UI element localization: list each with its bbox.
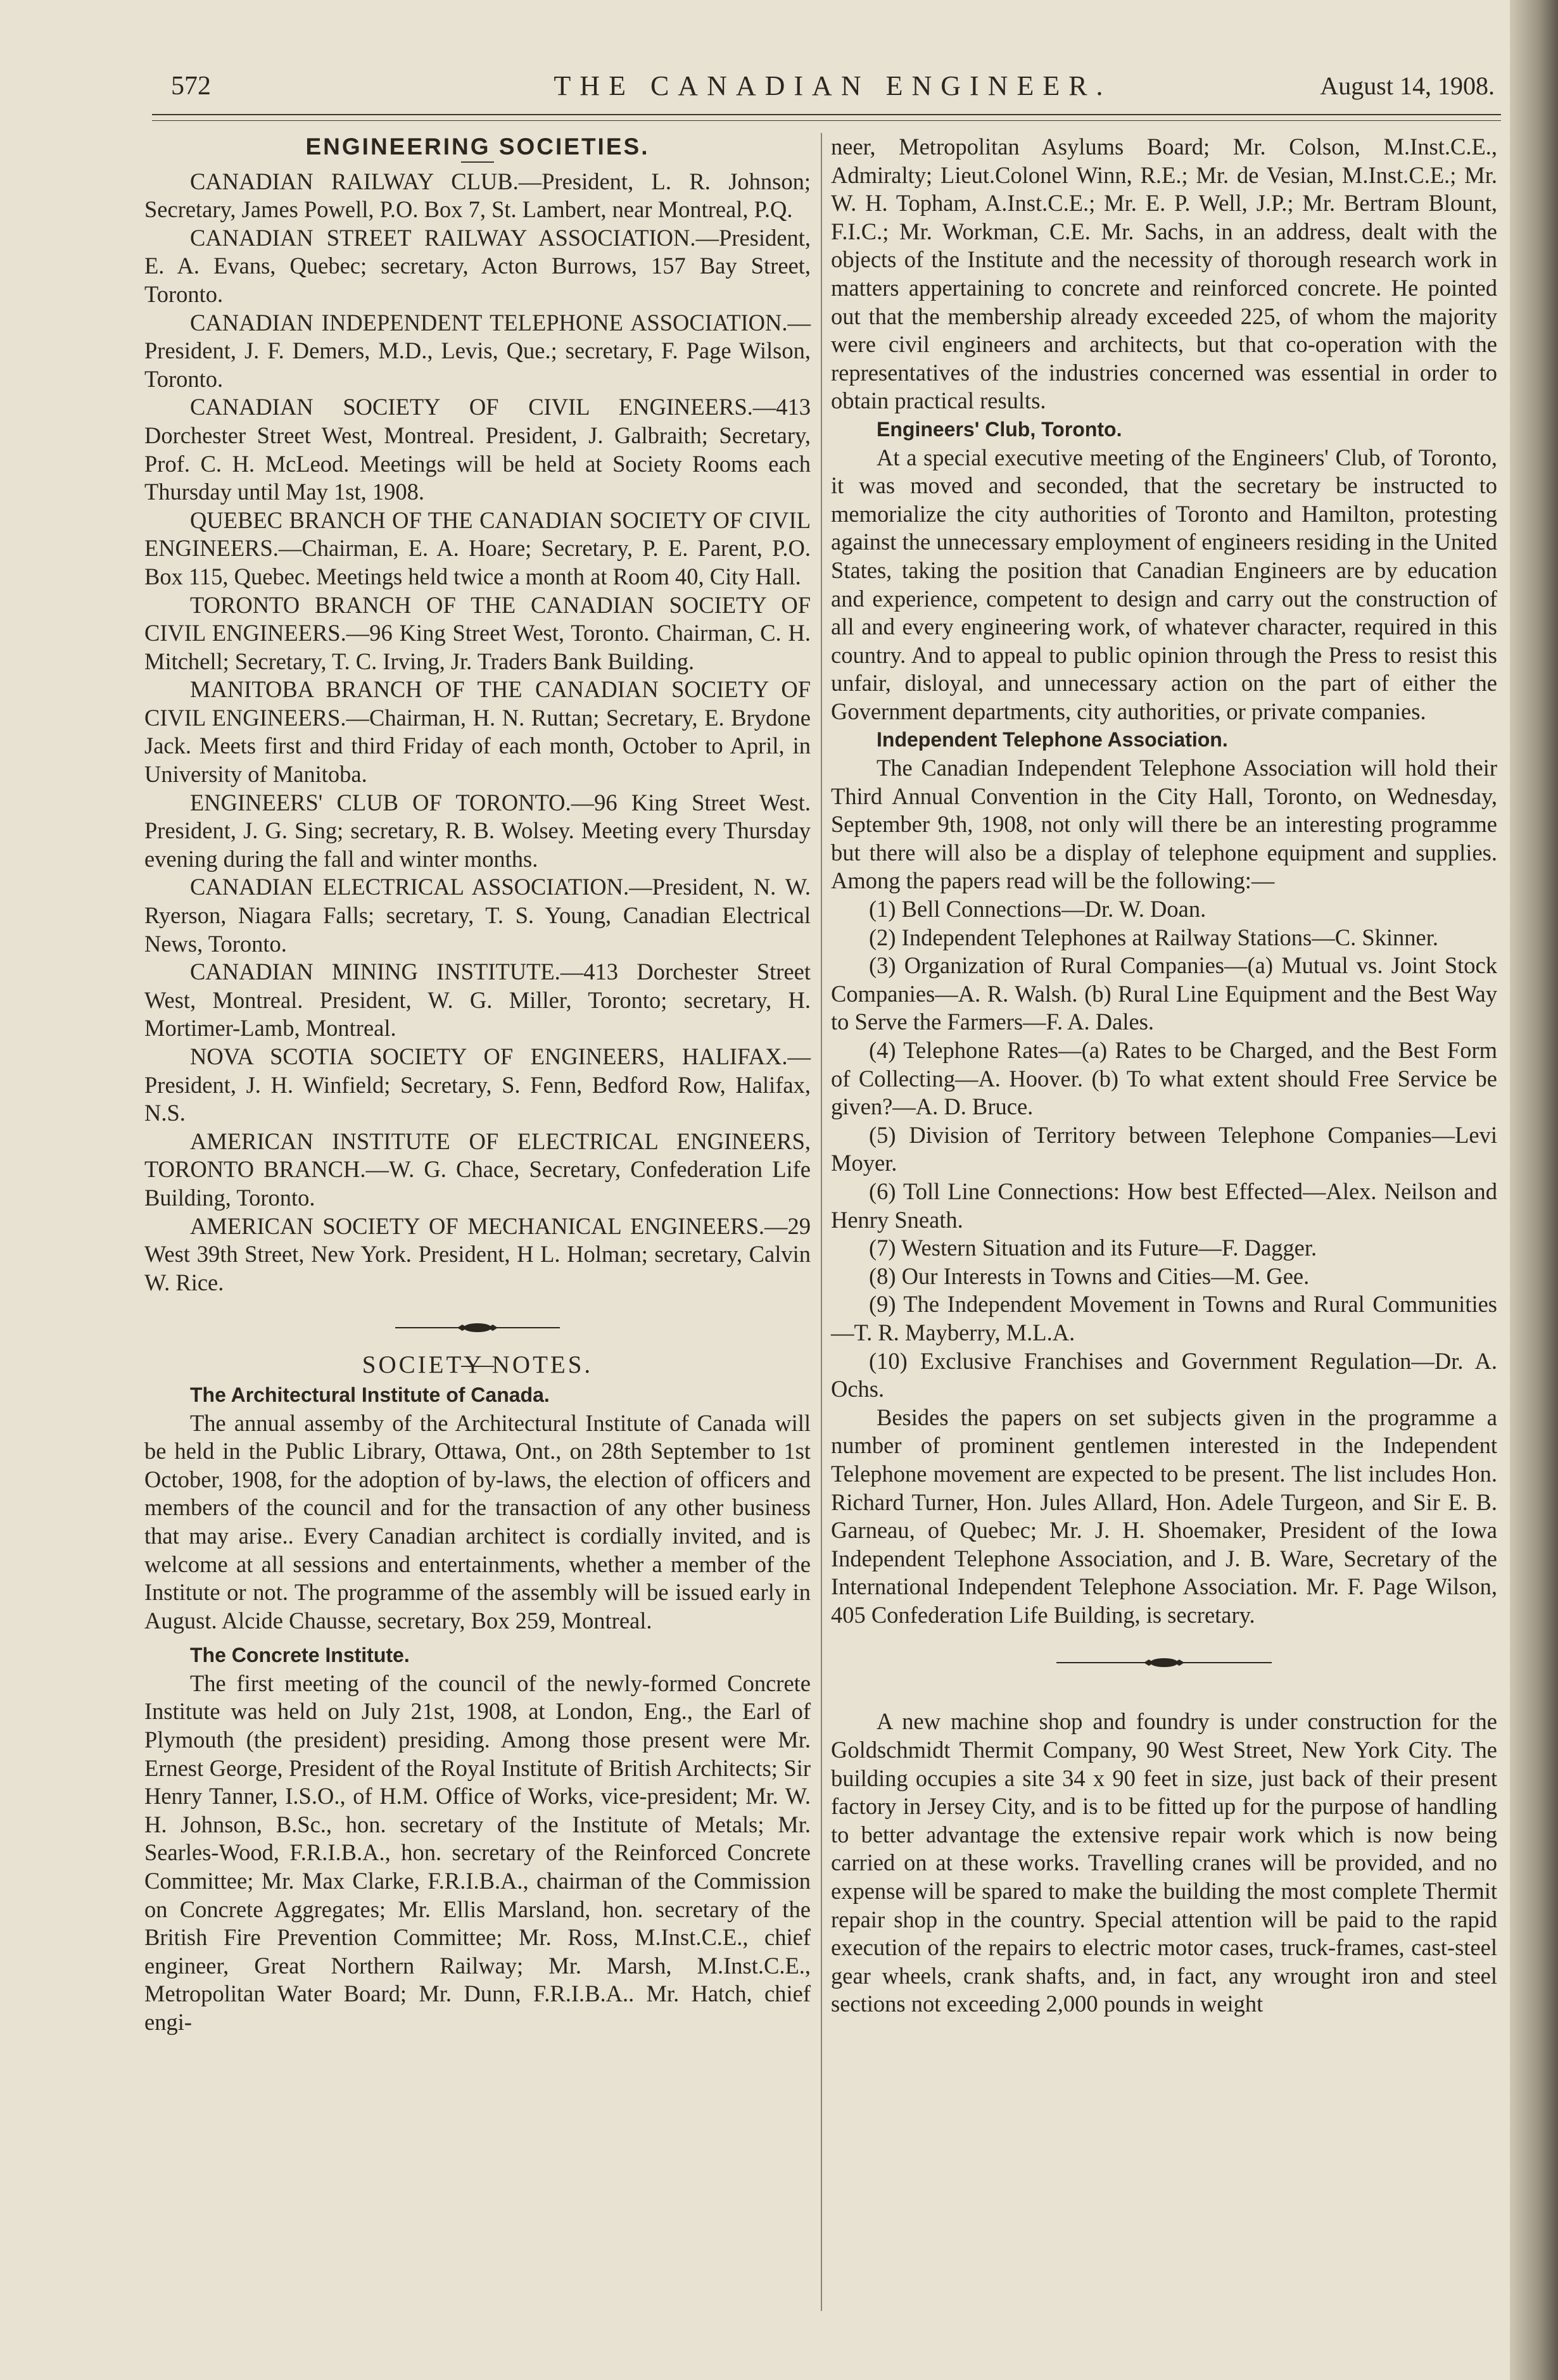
engineering-societies-heading: ENGINEERING SOCIETIES. — [305, 134, 650, 160]
machine-shop-text: A new machine shop and foundry is under construction for the Goldschmidt Thermit Company, 90 West Street, New York City. The building occupies a site 34 x 90 feet in size, just back of their present factory in Jersey City, and is to be fitted up for the purpose of handling to better advantage the extensive repair work which is now being carried on at these works. Travelling cranes will be provided, and no expense will be spared to make the building the most complete Thermit repair shop in the country. Special attention will be paid to the rapid execution of the repairs to electric motor cases, truck-frames, cast-steel gear wheels, crank shafts, and, in fact, any wrought iron and steel sections not exceeding 2,000 pounds in weight — [831, 1708, 1497, 2017]
page-header — [171, 63, 1495, 114]
concrete-institute-heading: The Concrete Institute. — [190, 1644, 410, 1667]
right-column — [831, 133, 1497, 2018]
society-entry: CANADIAN ELECTRICAL ASSOCIATION.—President, N. W. Ryerson, Niagara Falls; secretary, T. S. Young, Canadian Electrical News, Toronto. — [144, 874, 811, 957]
society-entry: CANADIAN INDEPENDENT TELEPHONE ASSOCIATION.—President, J. F. Demers, M.D., Levis, Que.; secretary, F. Page Wilson, Toronto. — [144, 309, 811, 392]
issue-date: August 14, 1908. — [1320, 72, 1495, 100]
telephone-association-closing: Besides the papers on set subjects given in the programme a number of prominent gentlemen interested in the Independent Telephone movement are expected to be present. The list includes Hon. Richard Turner, Hon. Jules Allard, Hon. Adele Turgeon, and Sir E. B. Garneau, of Quebec; Mr. J. H. Shoemaker, President of the Iowa Independent Telephone Association, and J. B. Ware, Secretary of the International Independent Telephone Association. Mr. F. Page Wilson, 405 Confederation Life Building, is secretary. — [831, 1404, 1497, 1628]
concrete-institute-text: The first meeting of the council of the newly-formed Concrete Institute was held on July 21st, 1908, at London, Eng., the Earl of Plymouth (the president) presiding. Among those present were Mr. Ernest George, President of the Royal Institute of British Architects; Sir Henry Tanner, I.S.O., of H.M. Office of Works, vice-president; Mr. W. H. Johnson, B.Sc., hon. secretary of the Institute of Metals; Mr. Searles-Wood, F.R.I.B.A., hon. secretary of the Reinforced Concrete Committee; Mr. Max Clarke, F.R.I.B.A., chairman of the Commission on Concrete Aggregates; Mr. Ellis Marsland, hon. secretary of the British Fire Prevention Committee; Mr. Ross, M.Inst.C.E., chief engineer, Great Northern Railway; Mr. Marsh, M.Inst.C.E., Metropolitan Water Board; Mr. Dunn, F.R.I.B.A.. Mr. Hatch, chief engi- — [144, 1670, 811, 2035]
society-entry: CANADIAN SOCIETY OF CIVIL ENGINEERS.—413 Dorchester Street West, Montreal. President, J. Galbraith; Secretary, Prof. C. H. McLeod. Meetings will be held at Society Rooms each Thursday until May 1st, 1908. — [144, 394, 811, 505]
society-notes-heading: SOCIETY NOTES. — [362, 1351, 593, 1379]
paper-item: (9) The Independent Movement in Towns and Rural Communities—T. R. Mayberry, M.L.A. — [831, 1291, 1497, 1345]
engineers-club-text: At a special executive meeting of the Engineers' Club, of Toronto, it was moved and seconded, that the secretary be instructed to memorialize the city authorities of Toronto and Hamilton, protesting against the unnecessary employment of engineers residing in the United States, taking the position that Canadian Engineers are by education and experience, competent to design and carry out the construction of all and every engineering work, of whatever character, required in this country. And to appeal to public opinion through the Press to resist this unfair, disloyal, and unnecessary action on the part of either the Government departments, city authorities, or private companies. — [831, 444, 1497, 724]
society-entry: TORONTO BRANCH OF THE CANADIAN SOCIETY OF CIVIL ENGINEERS.—96 King Street West, Toronto. Chairman, C. H. Mitchell; Secretary, T. C. Irving, Jr. Traders Bank Building. — [144, 591, 811, 674]
architectural-institute-heading: The Architectural Institute of Canada. — [190, 1383, 550, 1406]
paper-item: (8) Our Interests in Towns and Cities—M. Gee. — [869, 1262, 1310, 1289]
header-rule-top — [152, 114, 1501, 115]
section-ornament — [144, 1316, 811, 1335]
architectural-institute-text: The annual assemby of the Architectural Institute of Canada will be held in the Public Library, Ottawa, Ont., on 28th September to 1st October, 1908, for the adoption of by-laws, the election of officers and members of the council and for the transaction of any other business that may arise.. Every Canadian architect is cordially invited, and is welcome at all sessions and entertainments, whether a member of the Institute or not. The programme of the assembly will be issued early in August. Alcide Chausse, secretary, Box 259, Montreal. — [144, 1409, 811, 1634]
paper-item: (7) Western Situation and its Future—F. Dagger. — [869, 1235, 1317, 1261]
page-number: 572 — [171, 72, 211, 101]
paper-item: (6) Toll Line Connections: How best Effected—Alex. Neilson and Henry Sneath. — [831, 1178, 1497, 1233]
society-entry: CANADIAN STREET RAILWAY ASSOCIATION.—President, E. A. Evans, Quebec; secretary, Acton Burrows, 157 Bay Street, Toronto. — [144, 224, 811, 307]
paper-item: (3) Organization of Rural Companies—(a) Mutual vs. Joint Stock Companies—A. R. Walsh. (b) Rural Line Equipment and the Best Way to Serve the Farmers—F. A. Dales. — [831, 952, 1497, 1035]
society-entry: QUEBEC BRANCH OF THE CANADIAN SOCIETY OF CIVIL ENGINEERS.—Chairman, E. A. Hoare; Secretary, P. E. Parent, P.O. Box 115, Quebec. Meetings held twice a month at Room 40, City Hall. — [144, 507, 811, 589]
telephone-association-heading: Independent Telephone Association. — [877, 728, 1228, 752]
society-entry: CANADIAN RAILWAY CLUB.—President, L. R. Johnson; Secretary, James Powell, P.O. Box 7, St. Lambert, near Montreal, P.Q. — [144, 168, 811, 223]
paper-item: (1) Bell Connections—Dr. W. Doan. — [869, 896, 1206, 922]
telephone-association-text: The Canadian Independent Telephone Association will hold their Third Annual Convention in the City Hall, Toronto, on Wednesday, September 9th, 1908, not only will there be an interesting programme but there will also be a display of telephone equipment and supplies. Among the papers read will be the following:— — [831, 755, 1497, 894]
paper-item: (4) Telephone Rates—(a) Rates to be Charged, and the Best Form of Collecting—A. Hoover. (b) To what extent should Free Service be given?—A. D. Bruce. — [831, 1037, 1497, 1120]
left-column — [144, 133, 811, 2037]
paper-item: (5) Division of Territory between Telephone Companies—Levi Moyer. — [831, 1121, 1497, 1176]
engineers-club-heading: Engineers' Club, Toronto. — [877, 417, 1122, 441]
concrete-institute-continued: neer, Metropolitan Asylums Board; Mr. Colson, M.Inst.C.E., Admiralty; Lieut.Colonel Winn, R.E.; Mr. de Vesian, M.Inst.C.E.; Mr. W. H. Topham, A.Inst.C.E.; Mr. E. P. Well, J.P.; Mr. Bertram Blount, F.I.C.; Mr. Workman, C.E. Mr. Sachs, in an address, dealt with the objects of the Institute and the necessity of thorough research work in matters appertaining to concrete and reinforced concrete. He pointed out that the membership already exceeded 225, of whom the majority were civil engineers and architects, but that co-operation with the representatives of the industries concerned was essential in order to obtain practical results. — [831, 134, 1497, 414]
section-ornament — [831, 1651, 1497, 1670]
society-entry: CANADIAN MINING INSTITUTE.—413 Dorchester Street West, Montreal. President, W. G. Miller, Toronto; secretary, H. Mortimer-Lamb, Montreal. — [144, 959, 811, 1042]
society-entry: NOVA SCOTIA SOCIETY OF ENGINEERS, HALIFAX.—President, J. H. Winfield; Secretary, S. Fenn, Bedford Row, Halifax, N.S. — [144, 1043, 811, 1126]
header-rule-bottom — [152, 120, 1501, 121]
paper-item: (10) Exclusive Franchises and Government Regulation—Dr. A. Ochs. — [831, 1347, 1497, 1402]
society-entry: AMERICAN INSTITUTE OF ELECTRICAL ENGINEERS, TORONTO BRANCH.—W. G. Chace, Secretary, Confederation Life Building, Toronto. — [144, 1128, 811, 1211]
society-entry: ENGINEERS' CLUB OF TORONTO.—96 King Street West. President, J. G. Sing; secretary, R. B. Wolsey. Meeting every Thursday evening during the fall and winter months. — [144, 789, 811, 872]
column-divider — [821, 133, 822, 2311]
journal-title: THE CANADIAN ENGINEER. — [554, 70, 1112, 101]
paper-item: (2) Independent Telephones at Railway Stations—C. Skinner. — [869, 924, 1438, 950]
society-entry: AMERICAN SOCIETY OF MECHANICAL ENGINEERS.—29 West 39th Street, New York. President, H L. Holman; secretary, Calvin W. Rice. — [144, 1212, 811, 1295]
society-entry: MANITOBA BRANCH OF THE CANADIAN SOCIETY OF CIVIL ENGINEERS.—Chairman, H. N. Ruttan; Secretary, E. Brydone Jack. Meets first and third Friday of each month, October to April, in University of Manitoba. — [144, 676, 811, 788]
heading-underline — [461, 161, 494, 163]
page-edge-shadow — [1510, 0, 1558, 2380]
